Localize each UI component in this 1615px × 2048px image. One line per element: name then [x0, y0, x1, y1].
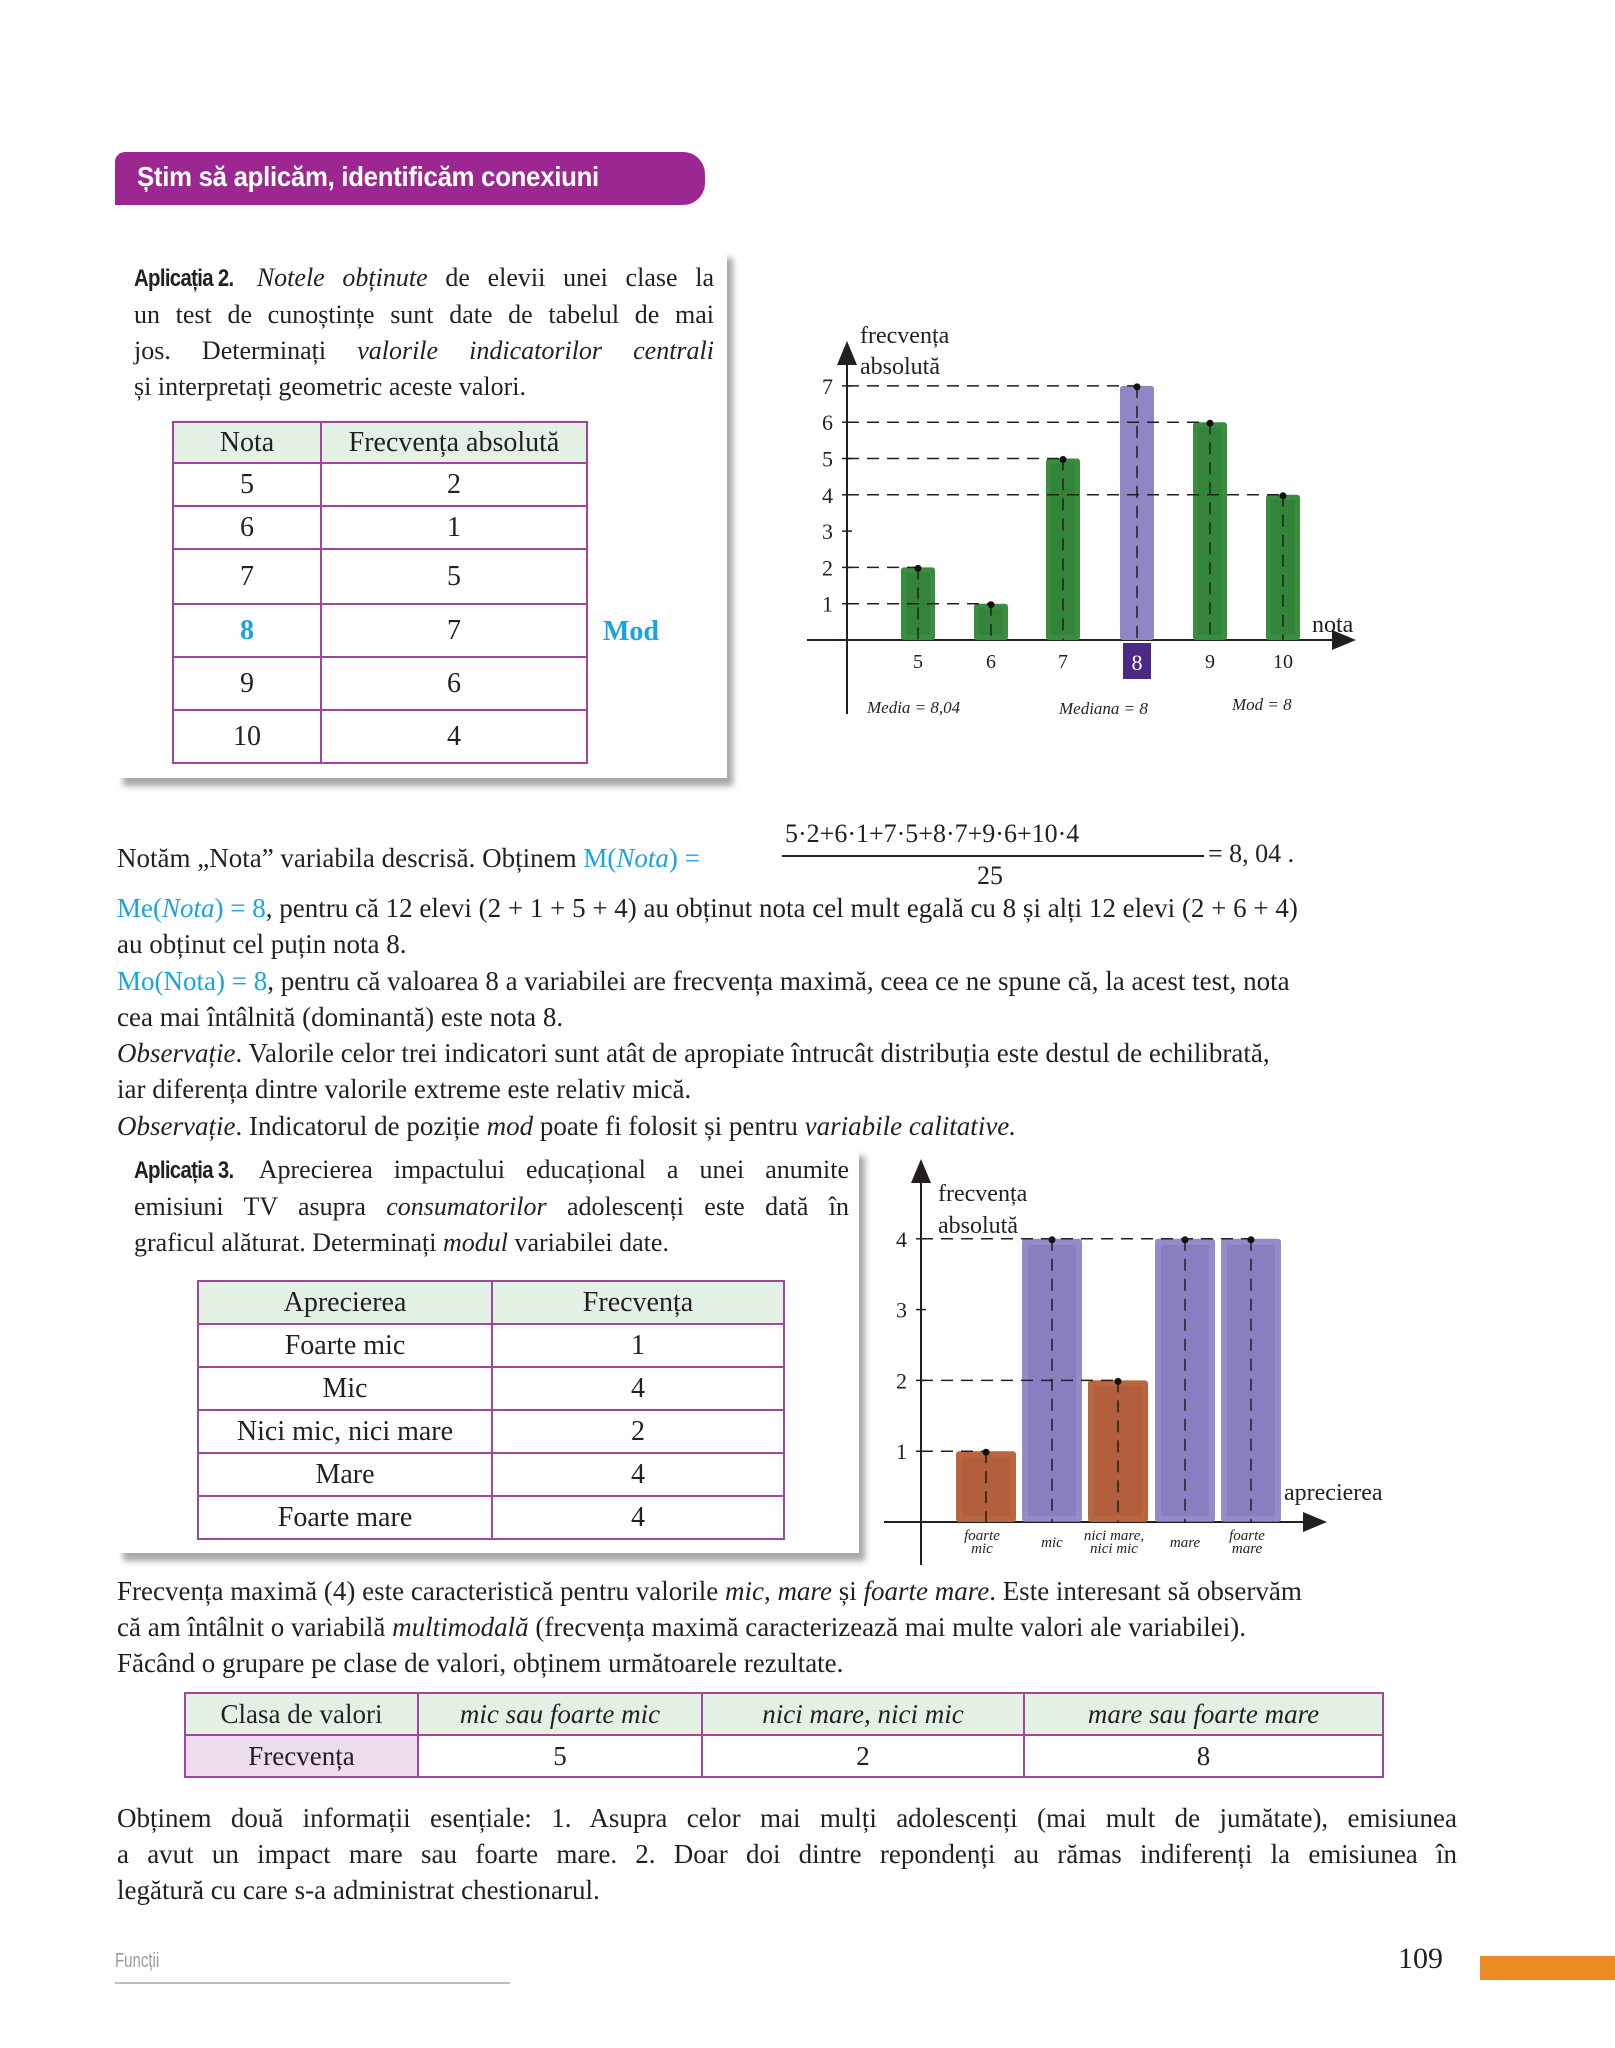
- table-row: Foarte mare 4: [198, 1496, 784, 1539]
- svg-text:3: 3: [822, 519, 833, 545]
- chapter-name: Funcții: [115, 1950, 160, 1972]
- table-row: Foarte mic 1: [198, 1324, 784, 1367]
- chart1-ylabel-2: absolută: [860, 354, 940, 380]
- svg-text:9: 9: [1205, 651, 1215, 673]
- app2-line-2: un test de cunoștințe sunt date de tabelul de mai: [134, 300, 714, 329]
- observation-1-line-1: Observație. Valorile celor trei indicatori sunt atât de apropiate întrucât distribuția este destul de echilibrată,: [117, 1038, 1270, 1068]
- svg-text:7: 7: [1058, 651, 1068, 673]
- svg-text:10: 10: [1273, 651, 1293, 673]
- frequency-header: Frecvența: [185, 1735, 418, 1777]
- svg-text:8: 8: [1131, 650, 1143, 675]
- mode-line-1: Mo(Nota) = 8, pentru că valoarea 8 a variabilei are frecvența maximă, ceea ce ne spune că, la acest test, nota: [117, 966, 1290, 996]
- fraction-bar: [782, 855, 1204, 857]
- svg-text:4: 4: [896, 1226, 907, 1252]
- svg-text:4: 4: [822, 482, 833, 508]
- grouped-classes-table: Clasa de valori mic sau foarte mic nici mare, nici mic mare sau foarte mare Frecvența 5 2 8: [184, 1692, 1384, 1778]
- svg-text:3: 3: [896, 1297, 907, 1323]
- chart2-xlabel: aprecierea: [1284, 1480, 1383, 1506]
- mod-label: Mod: [603, 616, 659, 647]
- mean-denominator: 25: [977, 861, 1003, 890]
- page-number: 109: [1398, 1942, 1443, 1975]
- svg-text:mic: mic: [971, 1541, 993, 1557]
- body2-line-3: Făcând o grupare pe clase de valori, obținem următoarele rezultate.: [117, 1648, 844, 1678]
- app2-label: Aplicația 2.: [134, 265, 234, 292]
- table-row: 5 2: [173, 463, 587, 506]
- chart2-ylabel-1: frecvența: [938, 1181, 1028, 1207]
- svg-text:5: 5: [913, 651, 923, 673]
- grades-table: [172, 421, 588, 764]
- table-row: Mic 4: [198, 1367, 784, 1410]
- conclusion-line-1: Obținem două informații esențiale: 1. Asupra celor mai mulți adolescenți (mai mult de jumătate), emisiunea: [117, 1803, 1457, 1833]
- appreciation-table: [197, 1280, 785, 1540]
- section-title: Știm să aplicăm, identificăm conexiuni: [137, 161, 599, 192]
- application-2-text: [134, 260, 714, 405]
- header-aprecierea: Aprecierea: [198, 1281, 492, 1324]
- svg-text:2: 2: [896, 1368, 907, 1394]
- svg-text:nici mic: nici mic: [1090, 1541, 1138, 1557]
- footer-divider: [115, 1982, 510, 1984]
- table-row: Nici mic, nici mare 2: [198, 1410, 784, 1453]
- conclusion-line-2: a avut un impact mare sau foarte mare. 2. Doar doi dintre repondenți au rămas indiferenți la emisiunea în: [117, 1839, 1457, 1869]
- svg-text:7: 7: [822, 373, 833, 399]
- appreciation-bar-chart: [870, 1150, 1430, 1570]
- observation-2: Observație. Indicatorul de poziție mod poate fi folosit și pentru variabile calitative.: [117, 1111, 1017, 1141]
- table-row: 9 6: [173, 657, 587, 710]
- svg-text:5: 5: [822, 446, 833, 472]
- class-header: Clasa de valori: [185, 1693, 418, 1735]
- table-row: 7 5: [173, 549, 587, 604]
- svg-text:6: 6: [986, 651, 996, 673]
- section-banner: [115, 152, 705, 205]
- header-frecventa: Frecvența: [492, 1281, 784, 1324]
- svg-text:mic: mic: [1041, 1535, 1063, 1551]
- observation-1-line-2: iar diferența dintre valorile extreme este relativ mică.: [117, 1074, 692, 1104]
- conclusion: [117, 1800, 1457, 1908]
- table-row: Mare 4: [198, 1453, 784, 1496]
- mode-line-2: cea mai întâlnită (dominantă) este nota 8.: [117, 1002, 564, 1032]
- app3-line-2: emisiuni TV asupra consumatorilor adolescenți este dată în: [134, 1192, 849, 1221]
- chart1-ylabel-1: frecvența: [860, 323, 950, 349]
- header-nota: Nota: [173, 422, 321, 463]
- svg-text:foarte: foarte: [964, 1528, 1000, 1544]
- application-3-text: [134, 1152, 849, 1261]
- svg-text:Mediana = 8: Mediana = 8: [1059, 699, 1148, 718]
- median-line-1: Me(Nota) = 8, pentru că 12 elevi (2 + 1 + 5 + 4) au obținut nota cel mult egală cu 8 și alți 12 elevi (2 + 6 + 4): [117, 893, 1298, 923]
- svg-text:foarte: foarte: [1229, 1528, 1265, 1544]
- app3-line-1: Aplicația 3. Aprecierea impactului educațional a unei anumite: [134, 1152, 849, 1189]
- app3-label: Aplicația 3.: [134, 1157, 234, 1184]
- table-row: 6 1: [173, 506, 587, 549]
- table-row-highlight: 8 7: [173, 604, 587, 657]
- table-row: 10 4: [173, 710, 587, 763]
- svg-text:mare: mare: [1231, 1541, 1263, 1557]
- svg-text:6: 6: [822, 410, 833, 436]
- svg-text:nici mare,: nici mare,: [1083, 1528, 1145, 1544]
- body2-line-2: că am întâlnit o variabilă multimodală (frecvența maximă caracterizează mai multe valori ale variabilei).: [117, 1612, 1246, 1642]
- svg-text:1: 1: [822, 591, 833, 617]
- svg-text:Media = 8,04: Media = 8,04: [867, 698, 961, 717]
- svg-text:1: 1: [896, 1439, 907, 1465]
- app2-line-4: și interpretați geometric aceste valori.: [134, 372, 526, 401]
- median-line-2: au obținut cel puțin nota 8.: [117, 929, 407, 959]
- header-frecventa: Frecvența absolută: [321, 422, 587, 463]
- chart1-xlabel: nota: [1312, 612, 1354, 638]
- svg-text:Mod = 8: Mod = 8: [1232, 695, 1292, 714]
- mean-result: = 8, 04 .: [1208, 839, 1295, 868]
- svg-text:mare: mare: [1169, 1535, 1201, 1551]
- conclusion-line-3: legătură cu care s-a administrat chestionarul.: [117, 1875, 600, 1905]
- body2-line-1: Frecvența maximă (4) este caracteristică pentru valorile mic, mare și foarte mare. Este interesant să observăm: [117, 1576, 1302, 1606]
- chart2-ylabel-2: absolută: [938, 1213, 1018, 1239]
- mean-line: Notăm „Nota” variabila descrisă. Obținem M(Nota) =: [117, 843, 700, 873]
- app2-line-1: Aplicația 2. Notele obținute de elevii unei clase la: [134, 260, 714, 297]
- app2-line-3: jos. Determinați valorile indicatorilor centrali: [134, 336, 714, 365]
- page-accent-bar: [1480, 1956, 1615, 1980]
- svg-text:2: 2: [822, 555, 833, 581]
- mean-numerator: 5·2+6·1+7·5+8·7+9·6+10·4: [785, 819, 1080, 848]
- grades-bar-chart: [780, 300, 1380, 720]
- app3-line-3: graficul alăturat. Determinați modul variabilei date.: [134, 1228, 669, 1257]
